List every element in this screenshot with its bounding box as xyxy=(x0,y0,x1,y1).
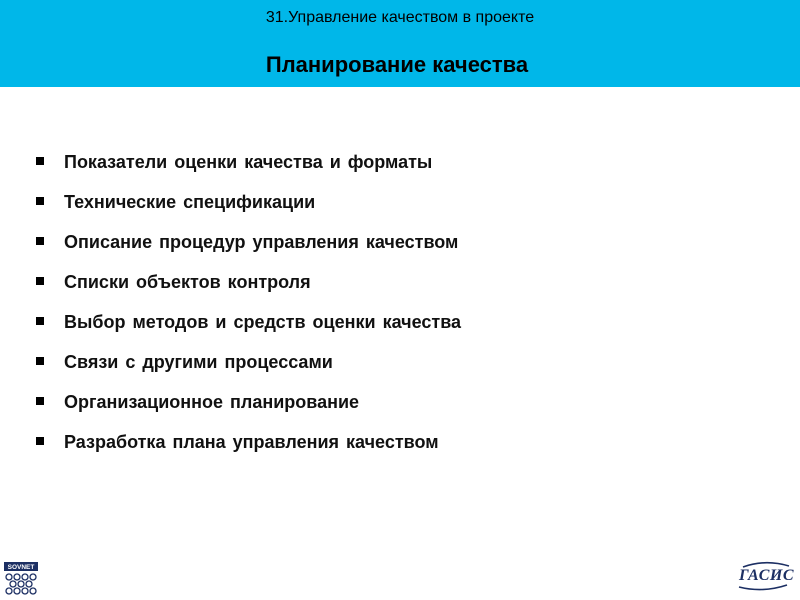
sovnet-logo-text: SOVNET xyxy=(7,564,35,571)
bullet-text: Выбор методов и средств оценки качества xyxy=(64,312,462,332)
bullet-square-icon xyxy=(36,317,44,325)
bullet-text: Разработка плана управления качеством xyxy=(64,432,439,452)
bullet-square-icon xyxy=(36,237,44,245)
bullet-item xyxy=(36,311,461,351)
bullet-text: Показатели оценки качества и форматы xyxy=(64,152,433,172)
bullet-square-icon xyxy=(36,357,44,365)
bullet-square-icon xyxy=(36,197,44,205)
bullet-square-icon xyxy=(36,437,44,445)
bullet-list xyxy=(36,151,461,471)
bullet-item xyxy=(36,231,461,271)
slide-title: Планирование качества xyxy=(265,52,529,77)
gasis-logo xyxy=(735,561,793,591)
bullet-item xyxy=(36,191,461,231)
bullet-text: Связи с другими процессами xyxy=(64,352,333,372)
bullet-item xyxy=(36,351,461,391)
bullet-item xyxy=(36,391,461,431)
bullet-item xyxy=(36,151,461,191)
bullet-text: Списки объектов контроля xyxy=(64,272,311,292)
sovnet-logo xyxy=(3,561,39,597)
bullet-item xyxy=(36,271,461,311)
slide-header xyxy=(0,0,800,87)
slide-subtitle: 31.Управление качеством в проекте xyxy=(265,9,535,26)
bullet-square-icon xyxy=(36,277,44,285)
bullet-item xyxy=(36,431,461,471)
bullet-text: Описание процедур управления качеством xyxy=(64,232,459,252)
bullet-square-icon xyxy=(36,397,44,405)
bullet-square-icon xyxy=(36,157,44,165)
bullet-text: Технические спецификации xyxy=(64,192,316,212)
gasis-logo-text: ГАСИС xyxy=(739,567,795,584)
bullet-text: Организационное планирование xyxy=(64,392,360,412)
